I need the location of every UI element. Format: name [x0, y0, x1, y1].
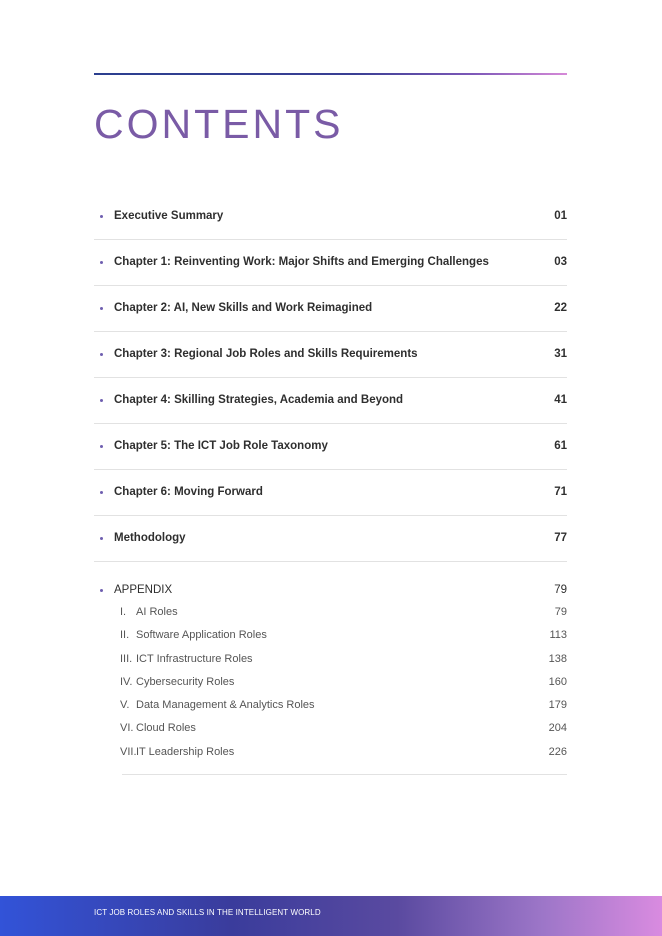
toc-row[interactable] [94, 332, 567, 378]
bullet-icon [100, 215, 103, 218]
appendix-item-label: Cybersecurity Roles [136, 675, 235, 688]
appendix-item-label: Data Management & Analytics Roles [136, 699, 315, 712]
appendix-item-numeral: I. [120, 606, 127, 618]
appendix-item-numeral: V. [120, 699, 130, 712]
toc-row[interactable] [94, 516, 567, 562]
appendix-heading[interactable] [94, 582, 567, 602]
toc-page-number: 77 [554, 532, 567, 544]
toc-page-number: 01 [554, 210, 567, 222]
appendix-divider [122, 774, 567, 775]
bullet-icon [100, 399, 103, 402]
appendix-item-page: 226 [548, 745, 567, 758]
top-gradient-rule [94, 73, 567, 75]
appendix-item-label: AI Roles [136, 606, 178, 618]
appendix-page-number: 79 [554, 584, 567, 596]
toc-label: Chapter 6: Moving Forward [114, 486, 263, 498]
page-title: CONTENTS [94, 101, 344, 147]
appendix-section [94, 582, 567, 765]
appendix-label: APPENDIX [114, 584, 173, 596]
appendix-item-page: 204 [548, 722, 567, 735]
appendix-item[interactable] [94, 625, 567, 648]
footer-banner [0, 896, 662, 936]
appendix-item-page: 179 [548, 699, 567, 712]
bullet-icon [100, 353, 103, 356]
appendix-item-page: 79 [554, 606, 567, 618]
toc-row[interactable] [94, 470, 567, 516]
appendix-item[interactable] [94, 672, 567, 695]
toc-row[interactable] [94, 240, 567, 286]
appendix-item-numeral: III. [120, 652, 133, 665]
toc-label: Chapter 1: Reinventing Work: Major Shifts and Emerging Challenges [114, 256, 489, 268]
appendix-item-numeral: IV. [120, 675, 133, 688]
bullet-icon [100, 261, 103, 264]
appendix-item[interactable] [94, 742, 567, 765]
appendix-item[interactable] [94, 602, 567, 625]
toc-row[interactable] [94, 286, 567, 332]
toc-page-number: 71 [554, 486, 567, 498]
table-of-contents [94, 194, 567, 562]
appendix-item-label: Cloud Roles [136, 722, 196, 735]
toc-label: Executive Summary [114, 210, 224, 222]
toc-page-number: 31 [554, 348, 567, 360]
toc-row[interactable] [94, 378, 567, 424]
toc-page-number: 41 [554, 394, 567, 406]
appendix-item[interactable] [94, 695, 567, 718]
bullet-icon [100, 491, 103, 494]
appendix-item[interactable] [94, 649, 567, 672]
appendix-item-numeral: VII. [120, 745, 137, 758]
appendix-item[interactable] [94, 718, 567, 741]
appendix-item-numeral: VI. [120, 722, 134, 735]
footer-text: ICT JOB ROLES AND SKILLS IN THE INTELLIGENT WORLD [94, 908, 321, 917]
toc-page-number: 22 [554, 302, 567, 314]
toc-row[interactable] [94, 424, 567, 470]
bullet-icon [100, 307, 103, 310]
appendix-item-label: ICT Infrastructure Roles [136, 652, 253, 665]
appendix-item-label: IT Leadership Roles [136, 745, 235, 758]
toc-label: Chapter 5: The ICT Job Role Taxonomy [114, 440, 328, 452]
toc-page-number: 61 [554, 440, 567, 452]
toc-page-number: 03 [554, 256, 567, 268]
bullet-icon [100, 445, 103, 448]
appendix-item-numeral: II. [120, 629, 130, 642]
appendix-item-page: 160 [548, 675, 567, 688]
toc-label: Methodology [114, 532, 186, 544]
toc-label: Chapter 2: AI, New Skills and Work Reimagined [114, 302, 373, 314]
appendix-item-label: Software Application Roles [136, 629, 267, 642]
bullet-icon [100, 589, 103, 592]
bullet-icon [100, 537, 103, 540]
toc-row[interactable] [94, 194, 567, 240]
toc-label: Chapter 3: Regional Job Roles and Skills Requirements [114, 348, 418, 360]
toc-label: Chapter 4: Skilling Strategies, Academia and Beyond [114, 394, 404, 406]
appendix-item-page: 113 [549, 629, 567, 642]
appendix-item-page: 138 [548, 652, 567, 665]
